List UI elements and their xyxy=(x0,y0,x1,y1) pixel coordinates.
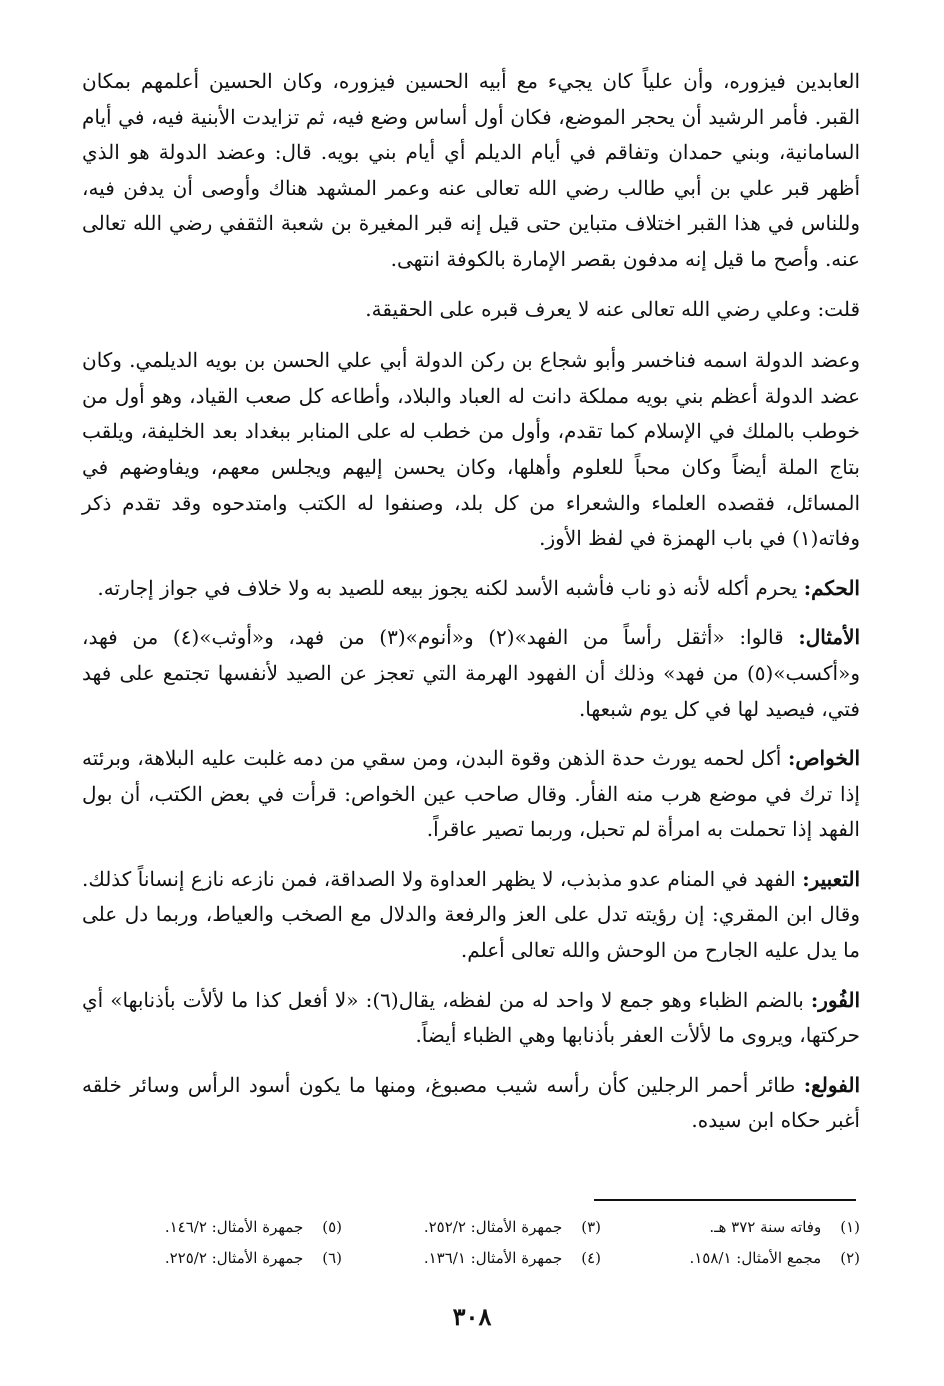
paragraph-fawla xyxy=(82,1068,860,1139)
ruling-heading: الحكم: xyxy=(803,575,860,600)
fur-heading: الفُور: xyxy=(810,987,860,1012)
footnote-3-number: (٣) xyxy=(581,1218,601,1236)
footnote-3 xyxy=(342,1212,601,1243)
footnote-3-text: جمهرة الأمثال: ٢٥٢/٢. xyxy=(423,1218,563,1236)
paragraph-2-text: قلت: وعلي رضي الله تعالى عنه لا يعرف قبره على الحقيقة. xyxy=(365,296,860,321)
interpretation-heading: التعبير: xyxy=(802,866,861,891)
footnote-4 xyxy=(342,1243,601,1274)
paragraph-proverbs xyxy=(82,620,860,727)
footnote-5-text: جمهرة الأمثال: ١٤٦/٢. xyxy=(164,1218,304,1236)
footnote-5-number: (٥) xyxy=(322,1218,342,1236)
footnote-4-text: جمهرة الأمثال: ١٣٦/١. xyxy=(423,1249,563,1267)
page-body xyxy=(82,64,860,1153)
footnote-4-number: (٤) xyxy=(581,1249,601,1267)
footnote-row xyxy=(82,1243,860,1274)
interpretation-text: الفهد في المنام عدو مذبذب، لا يظهر العداوة ولا الصداقة، فمن نازعه نازع إنساناً كذلك. وقال ابن المقري: إن رؤيته تدل على العز والرفعة والدلال مع الصخب والعياط، وربما دل على ما يدل عليه الجارح من الوحش والله تعالى أعلم. xyxy=(82,866,860,963)
footnote-1 xyxy=(601,1212,860,1243)
paragraph-1-text: العابدين فيزوره، وأن علياً كان يجيء مع أبيه الحسين فيزوره، وكان الحسين أعلمهم بمكان القبر. فأمر الرشيد أن يحجر الموضع، فكان أول أساس وضع فيه، ثم تزايدت الأبنية فيه، في أيام السامانية، وبني حمدان وتفاقم في أيام الديلم أي أيام بني بويه. قال: وعضد الدولة هو الذي أظهر قبر علي بن أبي طالب رضي الله تعالى عنه وعمر المشهد هناك وأوصى أن يدفن فيه، وللناس في هذا القبر اختلاف متباين حتى قيل إنه قبر المغيرة بن شعبة الثقفي رضي الله تعالى عنه. وأصح ما قيل إنه مدفون بقصر الإمارة بالكوفة انتهى. xyxy=(82,69,861,271)
fur-text: بالضم الظباء وهو جمع لا واحد له من لفظه، يقال(٦): «لا أفعل كذا ما لألأت بأذنابها» أي حركتها، ويروى ما لألأت العفر بأذنابها وهي الظباء أيضاً. xyxy=(82,987,860,1048)
footnote-row xyxy=(82,1212,860,1243)
proverbs-text: قالوا: «أثقل رأساً من الفهد»(٢) و«أنوم»(٣) من فهد، و«أوثب»(٤) من فهد، و«أكسب»(٥) من فهد» وذلك أن الفهود الهرمة التي تعجز عن الصيد لأنفسها تجتمع على فهد فتي، فيصيد لها في كل يوم شبعها. xyxy=(82,625,860,721)
footnote-2-number: (٢) xyxy=(840,1249,860,1267)
ruling-text: يحرم أكله لأنه ذو ناب فأشبه الأسد لكنه يجوز بيعه للصيد به ولا خلاف في جواز إجارته. xyxy=(97,575,798,600)
paragraph-interpretation xyxy=(82,862,860,969)
footnotes xyxy=(82,1212,860,1274)
paragraph-3-text: وعضد الدولة اسمه فناخسر وأبو شجاع بن ركن الدولة أبي علي الحسن بن بويه الديلمي. وكان عضد الدولة أعظم بني بويه مملكة دانت له العباد والبلاد، وأطاعه كل صعب القياد، وهو أول من خوطب بالملك في الإسلام كما تقدم، وأول من خطب له على المنابر ببغداد بعد الخليفة، ويلقب بتاج الملة أيضاً وكان محباً للعلوم وأهلها، وكان يحسن إليهم ويجلس معهم، ويفاوضهم في المسائل، فقصده العلماء والشعراء من كل بلد، وصنفوا له الكتب وامتدحوه وقد تقدم ذكر وفاته(١) في باب الهمزة في لفظ الأوز. xyxy=(82,348,860,551)
fawla-text: طائر أحمر الرجلين كأن رأسه شيب مصبوغ، ومنها ما يكون أسود الرأس وسائر خلقه أغبر حكاه ابن سيده. xyxy=(82,1072,860,1133)
footnote-6 xyxy=(83,1243,342,1274)
footnote-divider xyxy=(594,1199,856,1201)
proverbs-heading: الأمثال: xyxy=(798,625,861,650)
page-number: ٣٠٨ xyxy=(452,1302,492,1331)
paragraph-3 xyxy=(82,343,860,557)
paragraph-1 xyxy=(82,64,860,278)
footnote-1-text: وفاته سنة ٣٧٢ هـ. xyxy=(709,1218,822,1236)
paragraph-properties xyxy=(82,741,860,848)
footnote-1-number: (١) xyxy=(840,1218,860,1236)
footnote-5 xyxy=(83,1212,342,1243)
paragraph-2 xyxy=(82,292,860,328)
footnote-2-text: مجمع الأمثال: ١٥٨/١. xyxy=(689,1249,822,1267)
paragraph-ruling xyxy=(82,571,860,607)
properties-text: أكل لحمه يورث حدة الذهن وقوة البدن، ومن سقي من دمه غلبت عليه البلاهة، وبرئته إذا ترك في موضع هرب منه الفأر. وقال صاحب عين الخواص: قرأت في بعض الكتب، أن بول الفهد إذا تحملت به امرأة لم تحبل، وربما تصير عاقراً. xyxy=(82,746,860,842)
paragraph-fur xyxy=(82,983,860,1054)
footnote-6-text: جمهرة الأمثال: ٢٢٥/٢. xyxy=(164,1249,304,1267)
footnote-2 xyxy=(601,1243,860,1274)
fawla-heading: الفولع: xyxy=(803,1072,861,1097)
properties-heading: الخواص: xyxy=(787,746,860,771)
footnote-6-number: (٦) xyxy=(322,1249,342,1267)
